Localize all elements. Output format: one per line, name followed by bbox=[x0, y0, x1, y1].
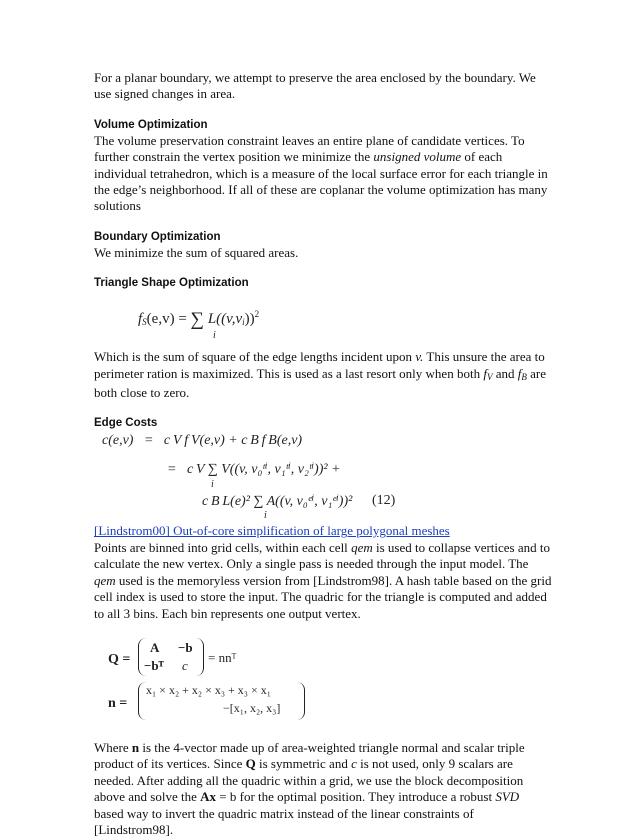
eq-fs-sub: S bbox=[142, 317, 147, 328]
eq-fs-f: f bbox=[138, 311, 143, 328]
boundary-heading: Boundary Optimization bbox=[94, 230, 221, 243]
volume-paragraph bbox=[94, 133, 552, 215]
lindstrom-reference-link[interactable]: [Lindstrom00] Out-of-core simplification of large polygonal meshes bbox=[94, 523, 450, 539]
closing-c: c bbox=[351, 756, 357, 772]
eq-sum-symbol: ∑ bbox=[190, 309, 205, 331]
triangle-fb: f bbox=[517, 365, 522, 381]
closing-text-b: is the 4-vector made up of area-weighted triangle normal and scalar triple product of its vertices. Since bbox=[94, 739, 525, 772]
triangle-text-c: are both close to zero. bbox=[94, 365, 546, 401]
edge-eq-sum-idx-2: i bbox=[264, 510, 267, 522]
eq-body-end: )) bbox=[244, 311, 255, 328]
eq-body-sub: i bbox=[242, 317, 245, 328]
lindstrom-qem-2: qem bbox=[94, 572, 116, 588]
edge-eq-number: (12) bbox=[372, 493, 396, 509]
volume-emphasis: unsigned volume bbox=[373, 149, 462, 165]
document-page bbox=[94, 70, 552, 838]
edge-eq-line2: = c V ∑ V((v, v₀ᵗⁱ, v₁ᵗⁱ, v₂ᵗⁱ))² + bbox=[167, 462, 341, 478]
lindstrom-text-c: used is the memoryless version from [Lindstrom98]. A hash table based on the grid cell index is used to store the input. The quadric for the triangle is computed and added to all 3 bins. Each bin represents one output vertex. bbox=[94, 572, 552, 621]
lindstrom-link-line bbox=[94, 523, 552, 539]
matrix-equations bbox=[94, 636, 552, 736]
eq-fs-args: (e,v) = bbox=[146, 311, 187, 328]
triangle-and: and bbox=[492, 365, 518, 381]
closing-n: n bbox=[131, 739, 140, 755]
closing-text-a: Where bbox=[94, 739, 132, 755]
triangle-equation bbox=[94, 291, 552, 349]
n-right-paren bbox=[296, 682, 305, 720]
edge-eq-line3: c B L(e)² ∑ A((v, v₀ᵉⁱ, v₁ᵉⁱ))² bbox=[202, 494, 353, 510]
lindstrom-text-a: Points are binned into grid cells, within each cell bbox=[94, 539, 352, 555]
triangle-paragraph bbox=[94, 349, 552, 401]
closing-text-d: is not used, only 9 scalars are needed. After adding all the quadric within a grid, we use the block decomposition above and solve the bbox=[94, 756, 524, 805]
n-top-row: x₁ × x₂ + x₂ × x₃ + x₃ × x₁ bbox=[146, 682, 271, 697]
q-a: A bbox=[150, 639, 160, 655]
closing-text-f: based way to invert the quadric matrix instead of the linear constraints of [Lindstrom98]. bbox=[94, 805, 474, 837]
triangle-fb-sub: B bbox=[521, 371, 527, 382]
closing-q: Q bbox=[245, 756, 256, 772]
lindstrom-qem-1: qem bbox=[351, 539, 373, 555]
triangle-text-a: Which is the sum of square of the edge lengths incident upon bbox=[94, 349, 416, 365]
closing-text-c: is symmetric and bbox=[255, 756, 352, 772]
closing-ax: Ax bbox=[200, 789, 217, 805]
boundary-paragraph: We minimize the sum of squared areas. bbox=[94, 244, 299, 260]
triangle-text-b: This unsure the area to perimeter ration is maximized. This is used as a last resort only when both bbox=[94, 349, 545, 381]
n-bottom-row: −[x₁, x₂, x₃] bbox=[223, 700, 281, 715]
closing-text-e: = b for the optimal position. They introduce a robust bbox=[216, 789, 496, 805]
closing-paragraph bbox=[94, 740, 552, 838]
triangle-fv-sub: V bbox=[486, 371, 493, 382]
edge-eq-sum-idx-1: i bbox=[211, 479, 214, 491]
volume-text-b: of each individual tetrahedron, which is a measure of the local surface error for each triangle in the edge’s neighborhood. If all of these are coplanar the volume optimization has many solutions bbox=[94, 149, 548, 214]
eq-sum-index: i bbox=[213, 330, 216, 342]
n-lhs: n = bbox=[108, 695, 128, 711]
q-neg-bt: −bᵀ bbox=[144, 657, 164, 673]
q-lhs: Q = bbox=[108, 651, 131, 667]
volume-text-a: The volume preservation constraint leaves an entire plane of candidate vertices. To further constrain the vertex position we minimize the bbox=[94, 132, 525, 165]
edge-eq-line1: c(e,v) = c V f V(e,v) + c B f B(e,v) bbox=[102, 433, 303, 449]
closing-svd: SVD bbox=[495, 789, 520, 805]
triangle-fv: f bbox=[483, 365, 487, 381]
triangle-v: v. bbox=[415, 349, 424, 365]
lindstrom-paragraph bbox=[94, 540, 552, 622]
q-right-paren bbox=[195, 638, 204, 676]
eq-body: L((v,v bbox=[207, 311, 243, 328]
q-rhs: = nnᵀ bbox=[208, 649, 237, 665]
edge-costs-equation bbox=[94, 431, 552, 521]
edge-costs-heading: Edge Costs bbox=[94, 417, 158, 430]
q-c: c bbox=[182, 657, 188, 673]
intro-paragraph: For a planar boundary, we attempt to preserve the area enclosed by the boundary. We use signed changes in area. bbox=[94, 70, 536, 102]
eq-power: 2 bbox=[254, 309, 260, 320]
volume-heading: Volume Optimization bbox=[94, 118, 208, 131]
lindstrom-text-b: is used to collapse vertices and to calculate the new vertex. Only a single pass is needed through the input model. The bbox=[94, 539, 550, 572]
q-neg-b: −b bbox=[178, 639, 193, 655]
triangle-heading: Triangle Shape Optimization bbox=[94, 277, 249, 290]
